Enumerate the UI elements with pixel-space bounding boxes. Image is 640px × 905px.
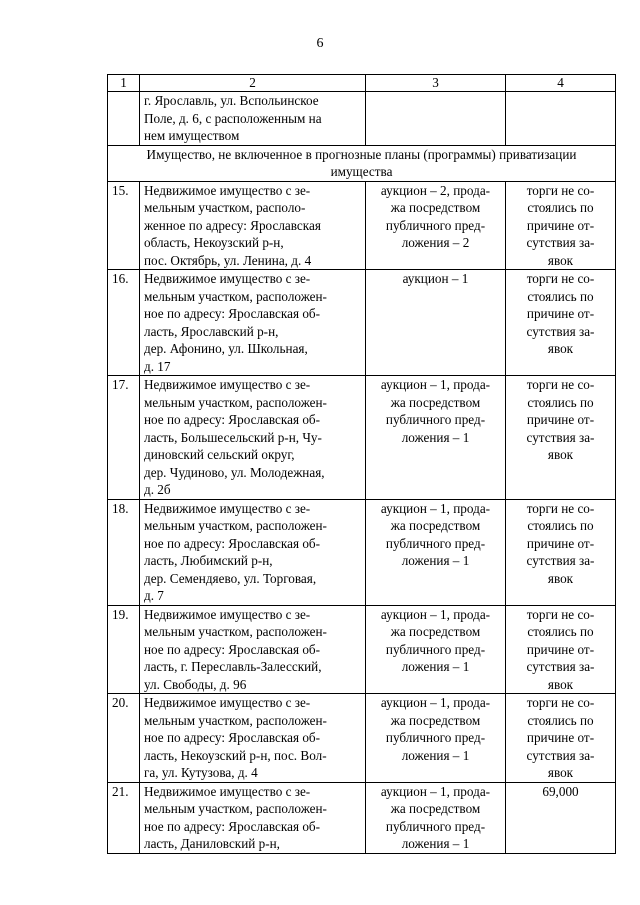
property-description: Недвижимое имущество с зе- мельным участком, расположен- ное по адресу: Ярославская об- ласть, Большесельский р-н, Чу- диновский сельский округ, дер. Чудиново, ул. Молодежная, д. 2б: [140, 376, 366, 500]
row-number: 18.: [108, 499, 140, 605]
sale-result: торги не со- стоялись по причине от- сутствия за- явок: [506, 270, 616, 376]
sale-result: торги не со- стоялись по причине от- сутствия за- явок: [506, 694, 616, 783]
row-number: 16.: [108, 270, 140, 376]
row-number: 17.: [108, 376, 140, 500]
privatization-table: [107, 74, 616, 854]
property-description: Недвижимое имущество с зе- мельным участком, расположен- ное по адресу: Ярославская об- ласть, Даниловский р-н,: [140, 782, 366, 853]
sale-result: 69,000: [506, 782, 616, 853]
table-row: [108, 605, 616, 694]
row-number: 15.: [108, 181, 140, 270]
table-row: [108, 181, 616, 270]
table-row: [108, 376, 616, 500]
sale-method: аукцион – 1, прода- жа посредством публичного пред- ложения – 1: [366, 694, 506, 783]
row-number: 19.: [108, 605, 140, 694]
table-row: [108, 694, 616, 783]
property-description: Недвижимое имущество с зе- мельным участком, расположен- ное по адресу: Ярославская об- ласть, Некоузский р-н, пос. Вол- га, ул. Кутузова, д. 4: [140, 694, 366, 783]
sale-method: аукцион – 1, прода- жа посредством публичного пред- ложения – 1: [366, 782, 506, 853]
section-heading-row: [108, 145, 616, 181]
sale-result: торги не со- стоялись по причине от- сутствия за- явок: [506, 376, 616, 500]
sale-method: аукцион – 2, прода- жа посредством публичного пред- ложения – 2: [366, 181, 506, 270]
section-title: Имущество, не включенное в прогнозные планы (программы) приватизации имущества: [108, 145, 616, 181]
property-description: Недвижимое имущество с зе- мельным участком, расположен- ное по адресу: Ярославская об- ласть, г. Переславль-Залесский, ул. Свободы, д. 96: [140, 605, 366, 694]
property-description: Недвижимое имущество с зе- мельным участком, расположен- ное по адресу: Ярославская об- ласть, Любимский р-н, дер. Семендяево, ул. Торговая, д. 7: [140, 499, 366, 605]
sale-result: торги не со- стоялись по причине от- сутствия за- явок: [506, 181, 616, 270]
sale-method: аукцион – 1, прода- жа посредством публичного пред- ложения – 1: [366, 605, 506, 694]
column-header-3: 3: [366, 75, 506, 92]
sale-method: аукцион – 1, прода- жа посредством публичного пред- ложения – 1: [366, 376, 506, 500]
row-number: 21.: [108, 782, 140, 853]
column-header-4: 4: [506, 75, 616, 92]
table-row: [108, 499, 616, 605]
continuation-row: [108, 92, 616, 146]
table-row: [108, 270, 616, 376]
sale-method: аукцион – 1: [366, 270, 506, 376]
sale-method: [366, 92, 506, 146]
sale-method: аукцион – 1, прода- жа посредством публичного пред- ложения – 1: [366, 499, 506, 605]
column-header-1: 1: [108, 75, 140, 92]
page-number: 6: [316, 36, 324, 51]
row-number: [108, 92, 140, 146]
property-description: Недвижимое имущество с зе- мельным участком, располо- женное по адресу: Ярославская область, Некоузский р-н, пос. Октябрь, ул. Ленина, д. 4: [140, 181, 366, 270]
sale-result: торги не со- стоялись по причине от- сутствия за- явок: [506, 605, 616, 694]
column-header-2: 2: [140, 75, 366, 92]
row-number: 20.: [108, 694, 140, 783]
table-header-row: [108, 75, 616, 92]
sale-result: [506, 92, 616, 146]
property-description: Недвижимое имущество с зе- мельным участком, расположен- ное по адресу: Ярославская об- ласть, Ярославский р-н, дер. Афонино, ул. Школьная, д. 17: [140, 270, 366, 376]
table-row: [108, 782, 616, 853]
sale-result: торги не со- стоялись по причине от- сутствия за- явок: [506, 499, 616, 605]
property-description: г. Ярославль, ул. Вспольинское Поле, д. 6, с расположенным на нем имуществом: [140, 92, 366, 146]
